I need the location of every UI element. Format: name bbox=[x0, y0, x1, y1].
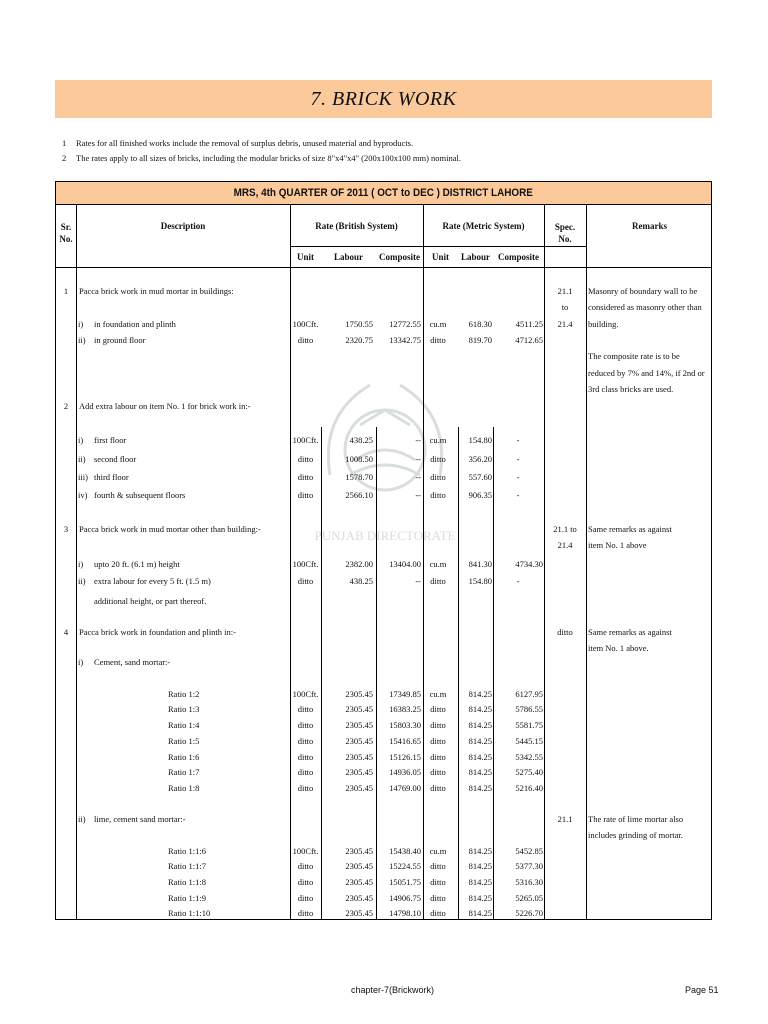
row-spec: 21.4 bbox=[557, 319, 573, 329]
row-unit: ditto bbox=[297, 767, 314, 777]
row-composite: -- bbox=[415, 472, 421, 482]
row-unit-metric: ditto bbox=[430, 877, 446, 887]
row-sub-index: iv) bbox=[78, 490, 88, 500]
row-labour-metric: 814.25 bbox=[468, 689, 492, 699]
row-description: second floor bbox=[94, 454, 137, 464]
row-ratio: Ratio 1:1:9 bbox=[168, 893, 207, 903]
row-unit: ditto bbox=[297, 736, 314, 746]
row-spec: ditto bbox=[557, 627, 573, 637]
row-labour-metric: 356.20 bbox=[468, 454, 492, 464]
row-unit-metric: ditto bbox=[430, 908, 446, 918]
row-ratio: Ratio 1:1:6 bbox=[168, 846, 207, 856]
row-unit-metric: ditto bbox=[430, 767, 446, 777]
row-remarks: Same remarks as against bbox=[588, 524, 672, 534]
row-composite-metric: 6127.95 bbox=[515, 689, 543, 699]
row-unit: ditto bbox=[297, 861, 314, 871]
row-unit: ditto bbox=[297, 720, 314, 730]
row-unit-metric: ditto bbox=[430, 752, 446, 762]
header-composite: Composite bbox=[379, 252, 420, 262]
row-labour-metric: 819.70 bbox=[468, 335, 492, 345]
row-composite-metric: 5581.75 bbox=[515, 720, 543, 730]
row-labour-metric: 814.25 bbox=[468, 846, 492, 856]
row-composite-metric: 5786.55 bbox=[515, 704, 543, 714]
row-labour-metric: 814.25 bbox=[468, 877, 492, 887]
row-composite-metric: - bbox=[516, 472, 520, 482]
row-ratio: Ratio 1:4 bbox=[168, 720, 200, 730]
row-labour-metric: 814.25 bbox=[468, 704, 492, 714]
row-unit: ditto bbox=[297, 783, 314, 793]
row-composite-metric: 4712.65 bbox=[515, 335, 543, 345]
row-labour-metric: 814.25 bbox=[468, 783, 492, 793]
row-ratio: Ratio 1:7 bbox=[168, 767, 200, 777]
row-unit-metric: ditto bbox=[430, 704, 446, 714]
row-labour: 2305.45 bbox=[345, 736, 373, 746]
header-composite-metric: Composite bbox=[498, 252, 539, 262]
row-remarks: The rate of lime mortar also bbox=[588, 814, 684, 824]
table-title-text: MRS, 4th QUARTER OF 2011 ( OCT to DEC ) DISTRICT LAHORE bbox=[233, 187, 534, 199]
row-remarks: reduced by 7% and 14%, if 2nd or bbox=[588, 368, 705, 378]
row-ratio: Ratio 1:6 bbox=[168, 752, 200, 762]
row-remarks: item No. 1 above. bbox=[588, 643, 649, 653]
row-description: Cement, sand mortar:- bbox=[94, 657, 171, 667]
row-description: lime, cement sand mortar:- bbox=[94, 814, 186, 824]
row-labour: 2305.45 bbox=[345, 689, 373, 699]
row-description: Pacca brick work in mud mortar other than building:- bbox=[79, 524, 261, 534]
row-unit: ditto bbox=[297, 908, 314, 918]
row-sub-index: ii) bbox=[78, 576, 86, 586]
header-spec: Spec. No. bbox=[554, 222, 576, 244]
row-unit: ditto bbox=[297, 576, 314, 586]
row-labour-metric: 841.30 bbox=[468, 559, 492, 569]
row-composite: 13404.00 bbox=[389, 559, 421, 569]
row-composite: -- bbox=[415, 490, 421, 500]
row-composite-metric: 5275.40 bbox=[515, 767, 543, 777]
row-composite: 15224.55 bbox=[389, 861, 421, 871]
row-ratio: Ratio 1:1:7 bbox=[168, 861, 207, 871]
row-sub-index: i) bbox=[78, 559, 84, 569]
row-unit: 100Cft. bbox=[292, 435, 319, 445]
row-composite: -- bbox=[415, 454, 421, 464]
row-unit: 100Cft. bbox=[292, 559, 319, 569]
header-sr: Sr. No. bbox=[59, 222, 73, 244]
row-labour: 2305.45 bbox=[345, 861, 373, 871]
row-remarks: 3rd class bricks are used. bbox=[588, 384, 674, 394]
note-text: Rates for all finished works include the removal of surplus debris, unused material and byproducts. bbox=[76, 138, 414, 148]
row-labour-metric: 154.80 bbox=[468, 435, 492, 445]
row-description: fourth & subsequent floors bbox=[94, 490, 186, 500]
row-unit-metric: cu.m bbox=[429, 435, 447, 445]
row-composite: 17349.85 bbox=[389, 689, 421, 699]
row-remarks: Same remarks as against bbox=[588, 627, 672, 637]
row-labour: 2320.75 bbox=[345, 335, 373, 345]
row-labour-metric: 906.35 bbox=[468, 490, 492, 500]
row-description: extra labour for every 5 ft. (1.5 m) bbox=[94, 576, 211, 586]
rates-table bbox=[55, 181, 712, 920]
row-composite-metric: 4734.30 bbox=[515, 559, 543, 569]
row-unit: ditto bbox=[297, 704, 314, 714]
note-item bbox=[62, 151, 461, 166]
header-bottom-rule bbox=[56, 267, 711, 268]
row-spec: 21.1 bbox=[557, 814, 573, 824]
row-composite: 12772.55 bbox=[389, 319, 421, 329]
row-labour: 438.25 bbox=[349, 576, 373, 586]
row-labour-metric: 814.25 bbox=[468, 736, 492, 746]
row-unit: 100Cft. bbox=[292, 689, 319, 699]
row-description: additional height, or part thereof. bbox=[94, 596, 207, 606]
row-composite: 14906.75 bbox=[389, 893, 421, 903]
row-sr: 3 bbox=[63, 524, 69, 534]
row-description: Pacca brick work in foundation and plinth in:- bbox=[79, 627, 236, 637]
note-item bbox=[62, 136, 461, 151]
row-unit: ditto bbox=[297, 877, 314, 887]
row-composite-metric: - bbox=[516, 435, 520, 445]
chapter-banner bbox=[55, 80, 712, 118]
row-labour-metric: 814.25 bbox=[468, 720, 492, 730]
row-ratio: Ratio 1:1:8 bbox=[168, 877, 207, 887]
row-composite: 15416.65 bbox=[389, 736, 421, 746]
row-labour-metric: 814.25 bbox=[468, 767, 492, 777]
row-composite-metric: 4511.25 bbox=[515, 319, 543, 329]
row-ratio: Ratio 1:3 bbox=[168, 704, 200, 714]
row-unit-metric: cu.m bbox=[429, 689, 447, 699]
row-composite: 14936.05 bbox=[389, 767, 421, 777]
row-composite: 16383.25 bbox=[389, 704, 421, 714]
row-unit: ditto bbox=[297, 752, 314, 762]
header-unit: Unit bbox=[296, 252, 314, 262]
col-divider bbox=[586, 204, 587, 919]
row-composite: -- bbox=[415, 576, 421, 586]
header-unit-metric: Unit bbox=[431, 252, 449, 262]
table-title bbox=[56, 182, 711, 205]
row-composite-metric: 5452.85 bbox=[515, 846, 543, 856]
row-unit: ditto bbox=[297, 335, 314, 345]
row-unit-metric: ditto bbox=[430, 335, 446, 345]
row-labour: 2305.45 bbox=[345, 877, 373, 887]
header-labour: Labour bbox=[333, 252, 363, 262]
row-unit-metric: ditto bbox=[430, 454, 446, 464]
row-labour: 1008.50 bbox=[345, 454, 373, 464]
row-composite: 14798.10 bbox=[389, 908, 421, 918]
row-ratio: Ratio 1:1:10 bbox=[168, 908, 211, 918]
row-unit-metric: ditto bbox=[430, 736, 446, 746]
row-labour: 438.25 bbox=[349, 435, 373, 445]
note-text: The rates apply to all sizes of bricks, including the modular bricks of size 8"x4"x4" (200x100x100 mm) nominal. bbox=[76, 153, 462, 163]
col-divider bbox=[76, 204, 77, 919]
footer-chapter: chapter-7(Brickwork) bbox=[351, 985, 435, 995]
row-composite: -- bbox=[415, 435, 421, 445]
row-description: third floor bbox=[94, 472, 129, 482]
notes-list bbox=[62, 136, 461, 166]
row-remarks: building. bbox=[588, 319, 619, 329]
row-sub-index: ii) bbox=[78, 335, 86, 345]
row-labour: 2305.45 bbox=[345, 908, 373, 918]
chapter-title: 7. BRICK WORK bbox=[310, 87, 457, 110]
row-unit-metric: ditto bbox=[430, 861, 446, 871]
row-unit-metric: cu.m bbox=[429, 559, 447, 569]
row-unit: ditto bbox=[297, 454, 314, 464]
row-unit-metric: cu.m bbox=[429, 319, 447, 329]
row-labour: 1750.55 bbox=[345, 319, 373, 329]
row-sub-index: iii) bbox=[78, 472, 88, 482]
header-remarks: Remarks bbox=[632, 221, 667, 231]
row-composite-metric: 5342.55 bbox=[515, 752, 543, 762]
row-unit-metric: ditto bbox=[430, 720, 446, 730]
row-sub-index: ii) bbox=[78, 454, 86, 464]
row-ratio: Ratio 1:8 bbox=[168, 783, 200, 793]
row-description: upto 20 ft. (6.1 m) height bbox=[94, 559, 180, 569]
row-labour: 2305.45 bbox=[345, 893, 373, 903]
row-unit-metric: ditto bbox=[430, 490, 446, 500]
row-unit: 100Cft. bbox=[292, 846, 319, 856]
row-spec: to bbox=[561, 302, 569, 312]
row-labour: 2566.10 bbox=[345, 490, 373, 500]
row-description: first floor bbox=[94, 435, 127, 445]
row-composite-metric: 5216.40 bbox=[515, 783, 543, 793]
row-remarks: The composite rate is to be bbox=[588, 351, 680, 361]
row-unit-metric: ditto bbox=[430, 893, 446, 903]
row-composite: 15438.40 bbox=[389, 846, 421, 856]
row-labour: 2305.45 bbox=[345, 720, 373, 730]
row-sub-index: i) bbox=[78, 319, 84, 329]
row-remarks: considered as masonry other than bbox=[588, 302, 702, 312]
row-labour: 2305.45 bbox=[345, 752, 373, 762]
row-labour-metric: 814.25 bbox=[468, 893, 492, 903]
row-sr: 1 bbox=[63, 286, 69, 296]
row-labour: 2305.45 bbox=[345, 704, 373, 714]
row-composite-metric: 5377.30 bbox=[515, 861, 543, 871]
row-labour-metric: 618.30 bbox=[468, 319, 492, 329]
row-composite-metric: - bbox=[516, 490, 520, 500]
row-sub-index: i) bbox=[78, 435, 84, 445]
row-labour: 2305.45 bbox=[345, 846, 373, 856]
row-composite-metric: 5265.05 bbox=[515, 893, 543, 903]
row-description: in ground floor bbox=[94, 335, 146, 345]
row-unit-metric: ditto bbox=[430, 783, 446, 793]
header-rate-metric: Rate (Metric System) bbox=[442, 221, 525, 231]
row-unit-metric: ditto bbox=[430, 576, 446, 586]
row-remarks: item No. 1 above bbox=[588, 540, 647, 550]
row-description: in foundation and plinth bbox=[94, 319, 176, 329]
row-sr: 4 bbox=[63, 627, 69, 637]
row-labour-metric: 154.80 bbox=[468, 576, 492, 586]
row-composite-metric: 5316.30 bbox=[515, 877, 543, 887]
row-composite-metric: 5445.15 bbox=[515, 736, 543, 746]
row-sr: 2 bbox=[63, 401, 69, 411]
header-rule bbox=[290, 246, 586, 247]
row-unit-metric: cu.m bbox=[429, 846, 447, 856]
row-unit: ditto bbox=[297, 893, 314, 903]
row-composite-metric: - bbox=[516, 454, 520, 464]
row-labour: 2382.00 bbox=[345, 559, 373, 569]
row-remarks: Masonry of boundary wall to be bbox=[588, 286, 698, 296]
row-labour: 2305.45 bbox=[345, 783, 373, 793]
row-composite-metric: - bbox=[516, 576, 520, 586]
row-unit: ditto bbox=[297, 490, 314, 500]
row-composite: 15051.75 bbox=[389, 877, 421, 887]
row-labour-metric: 814.25 bbox=[468, 861, 492, 871]
note-number: 1 bbox=[62, 138, 67, 148]
row-composite: 13342.75 bbox=[389, 335, 421, 345]
footer-page-number: Page 51 bbox=[685, 985, 719, 995]
row-unit-metric: ditto bbox=[430, 472, 446, 482]
row-spec: 21.4 bbox=[557, 540, 573, 550]
watermark-text: PUNJAB DIRECTORATE bbox=[314, 528, 456, 543]
row-labour: 1578.70 bbox=[345, 472, 373, 482]
row-labour: 2305.45 bbox=[345, 767, 373, 777]
header-description: Description bbox=[160, 221, 206, 231]
row-labour-metric: 814.25 bbox=[468, 908, 492, 918]
row-ratio: Ratio 1:2 bbox=[168, 689, 200, 699]
header-rate-british: Rate (British System) bbox=[315, 221, 398, 231]
row-spec: 21.1 to bbox=[553, 524, 577, 534]
row-description: Add extra labour on item No. 1 for brick work in:- bbox=[79, 401, 251, 411]
row-unit: 100Cft. bbox=[292, 319, 319, 329]
row-remarks: includes grinding of mortar. bbox=[588, 830, 683, 840]
row-composite: 14769.00 bbox=[389, 783, 421, 793]
row-description: Pacca brick work in mud mortar in buildings: bbox=[79, 286, 234, 296]
row-composite: 15126.15 bbox=[389, 752, 421, 762]
row-ratio: Ratio 1:5 bbox=[168, 736, 200, 746]
row-spec: 21.1 bbox=[557, 286, 573, 296]
header-labour-metric: Labour bbox=[460, 252, 490, 262]
row-composite-metric: 5226.70 bbox=[515, 908, 543, 918]
row-sub-index: ii) bbox=[78, 814, 86, 824]
row-unit: ditto bbox=[297, 472, 314, 482]
row-composite: 15803.30 bbox=[389, 720, 421, 730]
row-labour-metric: 557.60 bbox=[468, 472, 492, 482]
note-number: 2 bbox=[62, 153, 67, 163]
row-labour-metric: 814.25 bbox=[468, 752, 492, 762]
row-sub-index: i) bbox=[78, 657, 84, 667]
